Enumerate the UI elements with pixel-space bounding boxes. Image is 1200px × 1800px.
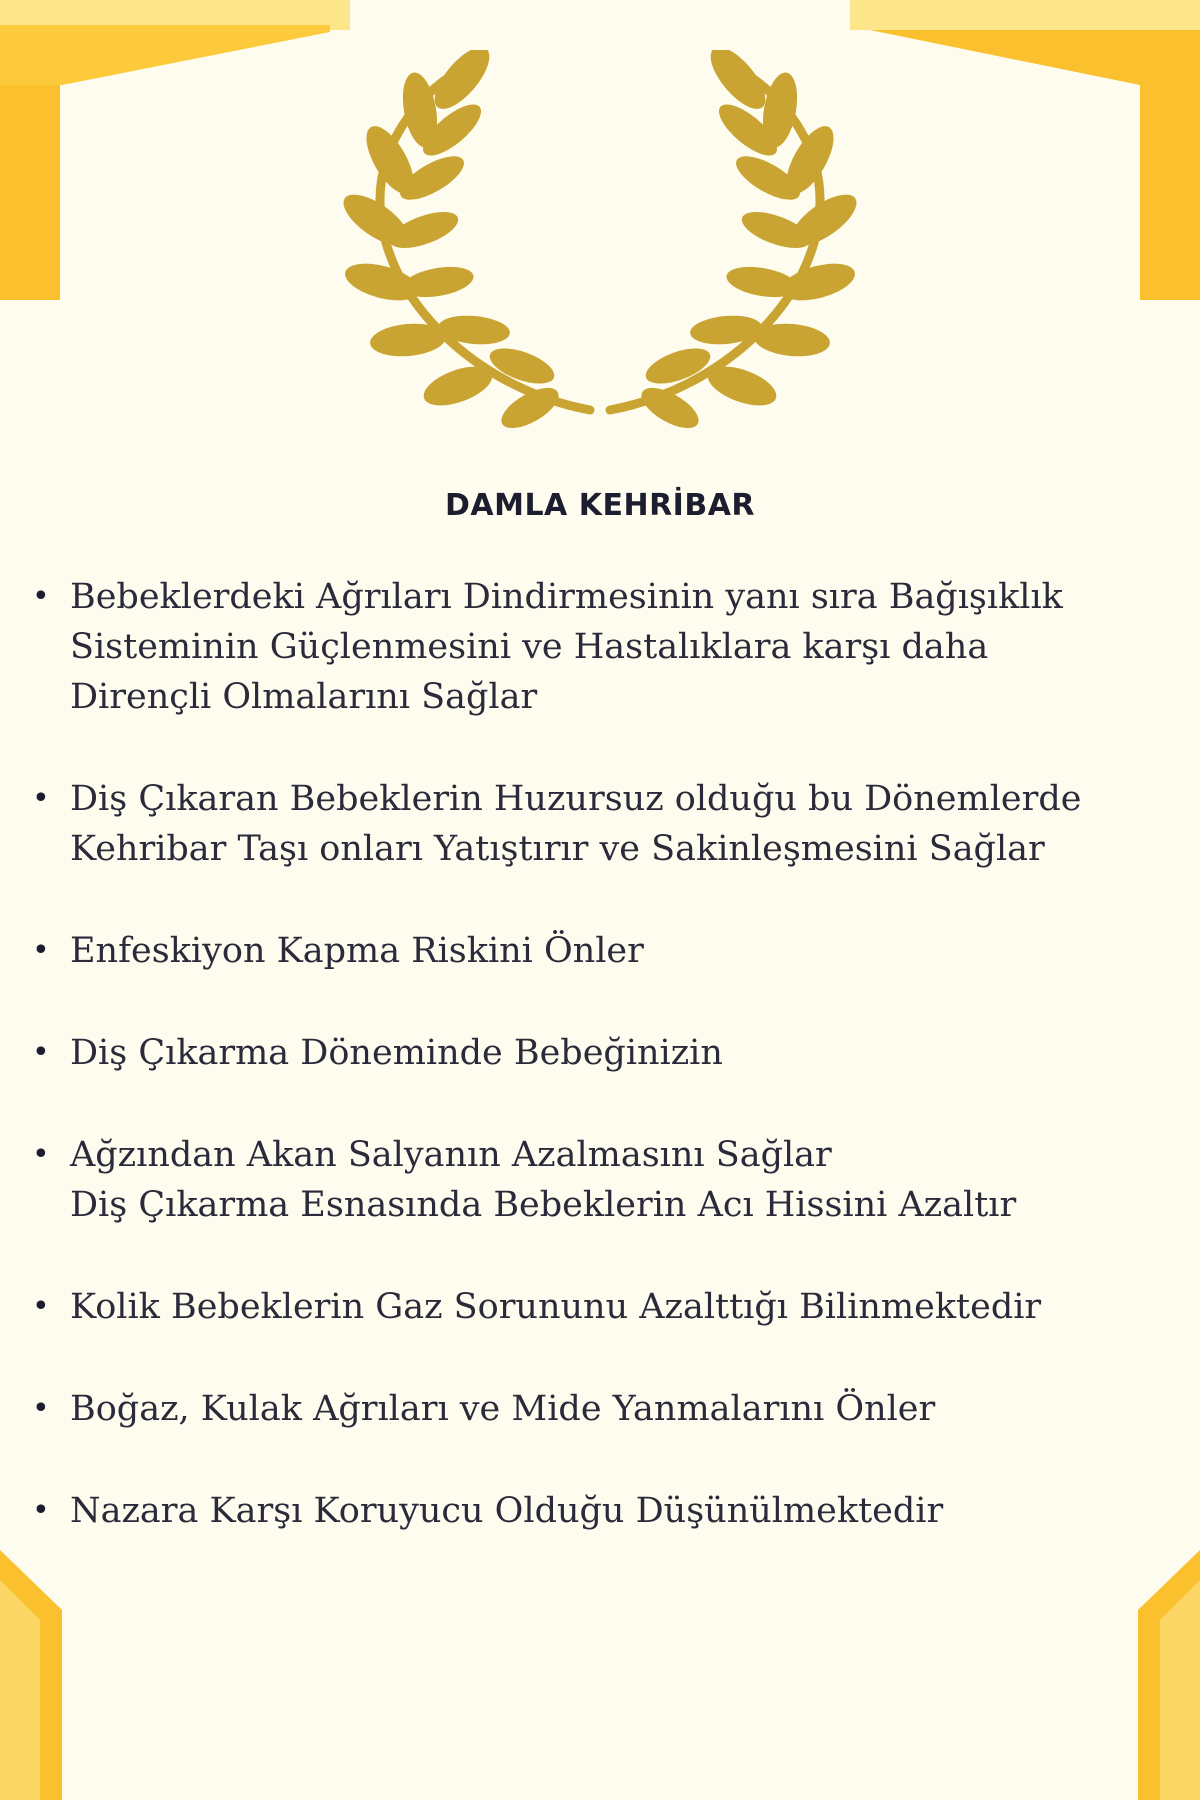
- benefit-text-line: Diş Çıkarma Esnasında Bebeklerin Acı Hissini Azaltır: [70, 1185, 1017, 1225]
- benefit-text-line: Nazara Karşı Koruyucu Olduğu Düşünülmektedir: [70, 1491, 944, 1531]
- benefit-item: [28, 572, 1198, 722]
- benefit-text-line: Ağzından Akan Salyanın Azalmasını Sağlar: [70, 1135, 832, 1175]
- bullet-icon: •: [32, 579, 50, 614]
- bullet-icon: •: [32, 1391, 50, 1426]
- corner-top-left-inner: [0, 25, 330, 85]
- benefit-text-line: Diş Çıkaran Bebeklerin Huzursuz olduğu bu Dönemlerde: [70, 779, 1082, 819]
- benefit-item: [28, 774, 1198, 874]
- benefit-text-line: Sisteminin Güçlenmesini ve Hastalıklara karşı daha: [70, 627, 989, 667]
- bullet-icon: •: [32, 781, 50, 816]
- benefit-list: [28, 572, 1198, 1588]
- benefit-item: [28, 1282, 1198, 1332]
- bullet-icon: •: [32, 1137, 50, 1172]
- benefit-text-line: Kolik Bebeklerin Gaz Sorununu Azalttığı Bilinmektedir: [70, 1287, 1042, 1327]
- benefit-item: [28, 1028, 1198, 1078]
- benefit-text-line: Kehribar Taşı onları Yatıştırır ve Sakinleşmesini Sağlar: [70, 829, 1045, 869]
- bullet-icon: •: [32, 933, 50, 968]
- bullet-icon: •: [32, 1493, 50, 1528]
- benefit-text-line: Enfeskiyon Kapma Riskini Önler: [70, 931, 644, 971]
- corner-top-right: [870, 30, 1200, 300]
- benefit-text-line: Dirençli Olmalarını Sağlar: [70, 677, 538, 717]
- benefit-text-line: Bebeklerdeki Ağrıları Dindirmesinin yanı sıra Bağışıklık: [70, 577, 1063, 617]
- benefit-text-line: Boğaz, Kulak Ağrıları ve Mide Yanmalarını Önler: [70, 1389, 936, 1429]
- benefit-item: [28, 1130, 1198, 1230]
- benefit-item: [28, 1384, 1198, 1434]
- laurel-wreath-icon: [340, 50, 860, 430]
- benefit-item: [28, 1486, 1198, 1536]
- benefit-text-line: Diş Çıkarma Döneminde Bebeğinizin: [70, 1033, 723, 1073]
- bullet-icon: •: [32, 1289, 50, 1324]
- page-title: DAMLA KEHRİBAR: [444, 488, 756, 523]
- bullet-icon: •: [32, 1035, 50, 1070]
- benefit-item: [28, 926, 1198, 976]
